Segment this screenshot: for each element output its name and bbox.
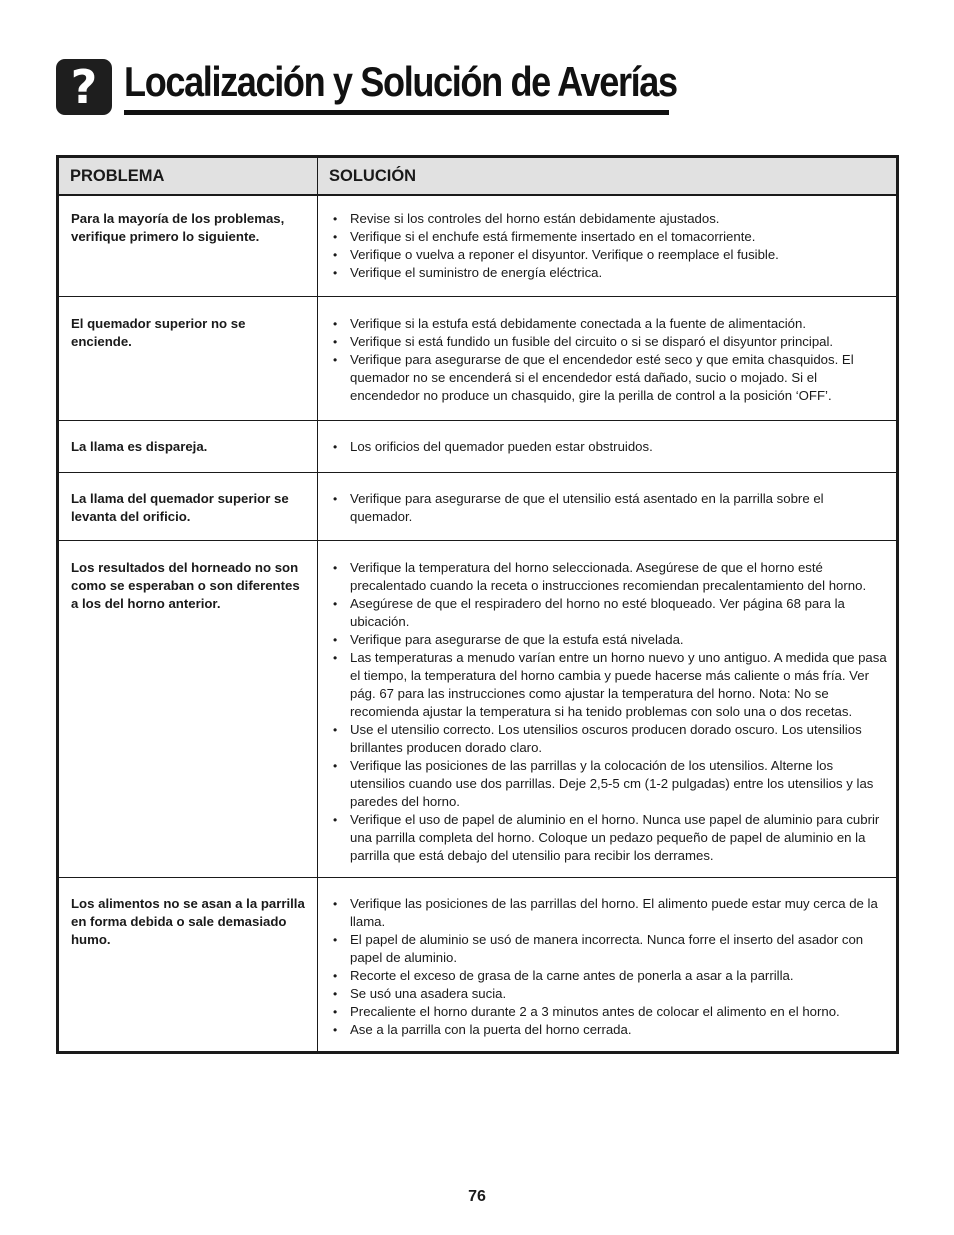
solution-item: • Verifique las posiciones de las parrillas y la colocación de los utensilios. Alterne los utensilios cuando use dos parrillas. Deje 2,5-5 cm (1-2 pulgadas) entre los utensilios y las paredes del horno. — [330, 757, 888, 811]
problem-cell: El quemador superior no se enciende. — [58, 296, 318, 420]
title-underline — [124, 110, 669, 115]
solution-item: • El papel de aluminio se usó de manera incorrecta. Nunca forre el inserto del asador con papel de aluminio. — [330, 931, 888, 967]
column-header-problem: PROBLEMA — [58, 157, 318, 196]
solution-item: • Ase a la parrilla con la puerta del horno cerrada. — [330, 1021, 888, 1039]
question-mark-glyph: ? — [70, 60, 98, 114]
solution-item: • Asegúrese de que el respiradero del horno no esté bloqueado. Ver página 68 para la ubicación. — [330, 595, 888, 631]
solution-cell — [318, 296, 898, 420]
solution-item: • Verifique si el enchufe está firmemente insertado en el tomacorriente. — [330, 228, 888, 246]
solution-item: • Verifique las posiciones de las parrillas del horno. El alimento puede estar muy cerca de la llama. — [330, 895, 888, 931]
solution-list — [330, 895, 888, 1039]
page-header — [56, 56, 676, 116]
troubleshooting-table — [56, 155, 899, 1054]
problem-cell: Para la mayoría de los problemas, verifique primero lo siguiente. — [58, 195, 318, 296]
question-mark-icon — [56, 59, 112, 115]
solution-list — [330, 559, 888, 865]
solution-list — [330, 210, 888, 282]
page-title: Localización y Solución de Averías — [124, 58, 677, 105]
table-row — [58, 195, 898, 296]
table-header — [58, 157, 898, 196]
solution-cell — [318, 195, 898, 296]
table-row — [58, 540, 898, 877]
solution-item: • Las temperaturas a menudo varían entre un horno nuevo y uno antiguo. A medida que pasa el tiempo, la temperatura del horno cambia y puede hacerse más caliente o más fría. Ver pág. 67 para las instrucciones como ajustar la temperatura del horno. Nota: No se recomienda ajustar la temperatura si ha tenido problemas con solo una o dos recetas. — [330, 649, 888, 721]
solution-list — [330, 490, 888, 526]
table-row — [58, 420, 898, 472]
table-row — [58, 877, 898, 1052]
solution-item: • Verifique para asegurarse de que la estufa está nivelada. — [330, 631, 888, 649]
solution-item: • Verifique el suministro de energía eléctrica. — [330, 264, 888, 282]
column-header-solution: SOLUCIÓN — [318, 157, 898, 196]
solution-item: • Use el utensilio correcto. Los utensilios oscuros producen dorado oscuro. Los utensilios brillantes producen dorado claro. — [330, 721, 888, 757]
solution-item: • Verifique la temperatura del horno seleccionada. Asegúrese de que el horno esté precalentado cuando la receta o instrucciones recomiendan precalentamiento del horno. — [330, 559, 888, 595]
problem-cell: La llama es dispareja. — [58, 420, 318, 472]
solution-item: • Verifique para asegurarse de que el encendedor esté seco y que emita chasquidos. El quemador no se encenderá si el encendedor está dañado, sucio o mojado. Si el encendedor no produce un chasquido, gire la perilla de control a la posición ‘OFF’. — [330, 351, 888, 405]
solution-item: • Revise si los controles del horno están debidamente ajustados. — [330, 210, 888, 228]
solution-item: • Los orificios del quemador pueden estar obstruidos. — [330, 438, 888, 456]
problem-cell: Los resultados del horneado no son como se esperaban o son diferentes a los del horno anterior. — [58, 540, 318, 877]
problem-cell: Los alimentos no se asan a la parrilla en forma debida o sale demasiado humo. — [58, 877, 318, 1052]
solution-item: • Verifique si está fundido un fusible del circuito o si se disparó el disyuntor principal. — [330, 333, 888, 351]
solution-cell — [318, 540, 898, 877]
solution-item: • Precaliente el horno durante 2 a 3 minutos antes de colocar el alimento en el horno. — [330, 1003, 888, 1021]
solution-item: • Verifique si la estufa está debidamente conectada a la fuente de alimentación. — [330, 315, 888, 333]
solution-item: • Verifique o vuelva a reponer el disyuntor. Verifique o reemplace el fusible. — [330, 246, 888, 264]
header-row — [58, 157, 898, 196]
table-row — [58, 296, 898, 420]
solution-item: • Recorte el exceso de grasa de la carne antes de ponerla a asar a la parrilla. — [330, 967, 888, 985]
solution-item: • Verifique el uso de papel de aluminio en el horno. Nunca use papel de aluminio para cubrir una parrilla completa del horno. Coloque un pedazo pequeño de papel de aluminio en la parrilla que está debajo del utensilio para recibir los derrames. — [330, 811, 888, 865]
problem-cell: La llama del quemador superior se levanta del orificio. — [58, 472, 318, 540]
solution-list — [330, 315, 888, 405]
table-row — [58, 472, 898, 540]
solution-cell — [318, 472, 898, 540]
solution-item: • Se usó una asadera sucia. — [330, 985, 888, 1003]
solution-cell — [318, 877, 898, 1052]
page-number: 76 — [468, 1188, 486, 1205]
solution-list — [330, 438, 888, 456]
solution-item: • Verifique para asegurarse de que el utensilio está asentado en la parrilla sobre el quemador. — [330, 490, 888, 526]
solution-cell — [318, 420, 898, 472]
